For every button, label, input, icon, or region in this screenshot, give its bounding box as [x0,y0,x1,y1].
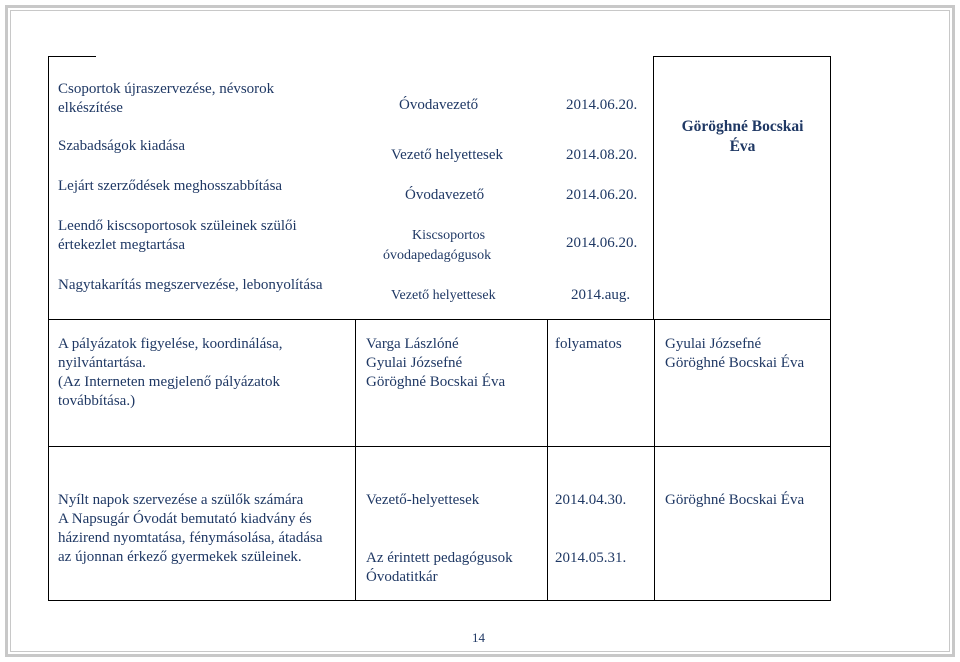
task-text: Csoportok újraszervezése, névsorok [58,81,275,97]
task-text: elkészítése [58,100,123,116]
responsible-text: Göröghné Bocskai Éva [366,374,506,390]
responsible-text: Óvodavezető [399,97,479,113]
responsible-text: Varga Lászlóné [366,336,459,352]
task-cell [58,491,322,567]
responsible-text: Óvodavezető [405,187,485,203]
task-cell [58,217,297,255]
page-number: 14 [472,630,485,645]
deadline-text: 2014.06.20. [566,97,638,113]
deadline-text: 2014.06.20. [566,187,638,203]
task-text: továbbítása.) [58,393,136,409]
deadline-text: 2014.05.31. [555,550,627,566]
responsible-cell [366,335,505,392]
task-text: A pályázatok figyelése, koordinálása, [58,336,283,352]
controller-cell [665,335,804,373]
deadline-text: folyamatos [555,336,622,352]
task-text: az újonnan érkező gyermekek szüleinek. [58,549,302,565]
table-line [654,56,831,57]
deadline-text: 2014.04.30. [555,492,627,508]
deadline-text: 2014.aug. [571,287,631,303]
task-text: Leendő kiscsoportosok szüleinek szülői [58,218,297,234]
task-cell [58,335,283,411]
controller-text: Göröghné Bocskai Éva [665,355,805,371]
controller-text: Gyulai Józsefné [665,336,762,352]
table-line [547,320,548,600]
task-cell [58,276,322,295]
table-line [653,56,654,319]
table-line [355,320,356,600]
task-text: (Az Interneten megjelenő pályázatok [58,374,280,390]
responsible-text: óvodapedagógusok [383,248,492,263]
controller-text: Göröghné Bocskai [681,118,804,135]
task-text: Lejárt szerződések meghosszabbítása [58,178,283,194]
table-line [48,56,49,601]
table-line [48,446,831,447]
table-line [48,56,96,57]
table-line [830,56,831,601]
responsible-text: Gyulai Józsefné [366,355,463,371]
task-text: A Napsugár Óvodát bemutató kiadvány és [58,511,312,527]
controller-cell [655,117,830,157]
table-line [48,319,831,320]
responsible-text: Óvodatitkár [366,569,438,585]
responsible-text: Vezető helyettesek [391,147,504,163]
task-text: Nyílt napok szervezése a szülők számára [58,492,304,508]
controller-text: Éva [729,138,756,155]
responsible-text: Az érintett pedagógusok [366,550,513,566]
task-text: Szabadságok kiadása [58,138,186,154]
controller-text: Göröghné Bocskai Éva [665,492,805,508]
table-line [654,320,655,600]
task-cell [58,177,282,196]
task-text: házirend nyomtatása, fénymásolása, átadása [58,530,323,546]
responsible-text: Vezető-helyettesek [366,492,480,508]
table-line [48,600,831,601]
responsible-text: Kiscsoportos [412,228,486,243]
task-cell [58,137,185,156]
task-text: Nagytakarítás megszervezése, lebonyolítása [58,277,323,293]
task-text: értekezlet megtartása [58,237,186,253]
deadline-text: 2014.06.20. [566,235,638,251]
task-text: nyilvántartása. [58,355,146,371]
task-cell [58,80,274,118]
deadline-text: 2014.08.20. [566,147,638,163]
responsible-text: Vezető helyettesek [391,288,496,303]
